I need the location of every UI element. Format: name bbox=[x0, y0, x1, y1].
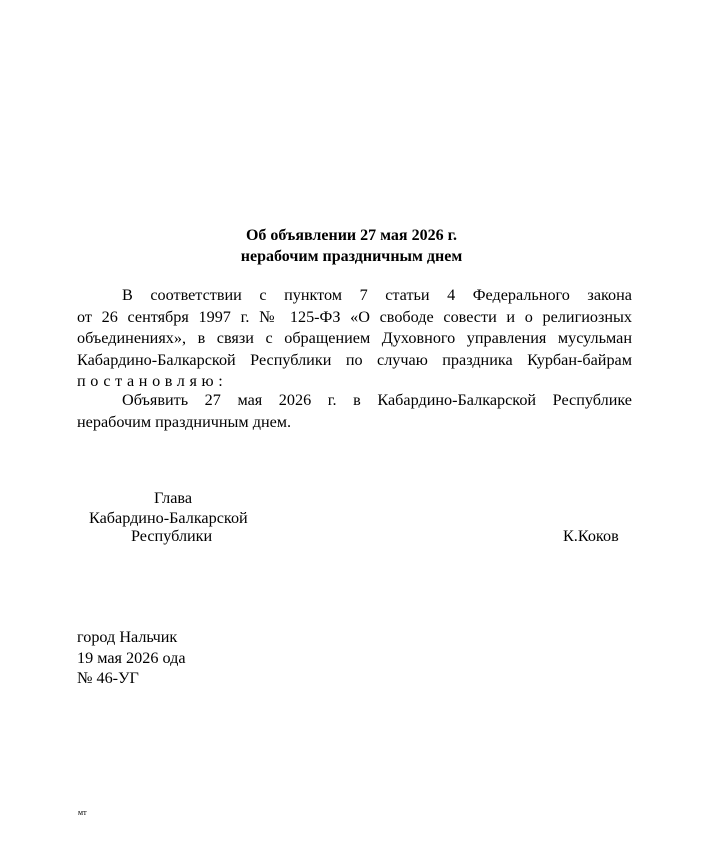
preamble-line-2: от 26 сентября 1997 г. № 125-ФЗ «О свободе совести и о религиозных bbox=[77, 307, 632, 326]
decree-word: постановляю: bbox=[77, 372, 228, 390]
signer-name: К.Коков bbox=[563, 527, 619, 545]
decree-line-2: нерабочим праздничным днем. bbox=[77, 412, 292, 431]
footer-date: 19 мая 2026 ода bbox=[77, 649, 186, 667]
decree-line-1: Объявить 27 мая 2026 г. в Кабардино-Балкарской Республике bbox=[122, 391, 632, 409]
preamble-paragraph bbox=[77, 285, 632, 393]
typist-marker: мт bbox=[78, 808, 87, 817]
footer-number: № 46-УГ bbox=[77, 669, 139, 687]
document-title-line-2: нерабочим праздничным днем bbox=[240, 248, 463, 265]
signer-position-line-1: Глава bbox=[154, 489, 193, 507]
signer-position-line-3: Республики bbox=[131, 527, 213, 545]
document-title-line-1: Об объявлении 27 мая 2026 г. bbox=[245, 227, 458, 244]
preamble-line-3: объединениях», в связи с обращением Духовного управления мусульман bbox=[77, 329, 632, 347]
decree-paragraph bbox=[77, 390, 632, 433]
signer-position-line-2: Кабардино-Балкарской bbox=[89, 509, 248, 527]
preamble-line-4: Кабардино-Балкарской Республики по случаю праздника Курбан-байрам bbox=[77, 350, 632, 369]
preamble-line-1: В соответствии с пунктом 7 статьи 4 Федерального закона bbox=[122, 286, 632, 304]
footer-city: город Нальчик bbox=[77, 628, 178, 646]
